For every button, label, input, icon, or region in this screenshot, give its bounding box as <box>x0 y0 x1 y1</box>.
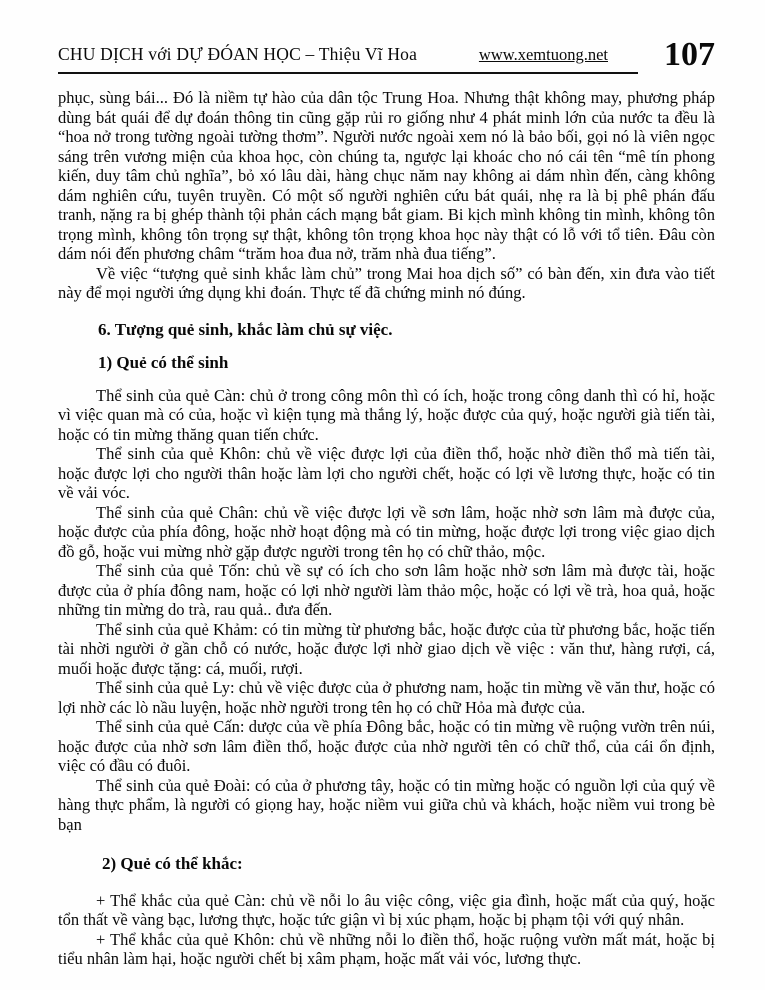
website-url: www.xemtuong.net <box>478 45 608 64</box>
page-number: 107 <box>664 36 715 73</box>
paragraph-khac-can: + Thể khắc của quẻ Càn: chủ về nỗi lo âu việc công, việc gia đình, hoặc mất của quý, hoặc tổn thất về vàng bạc, lương thực, hoặc tức giận vì bị xúc phạm, hoặc bị phạm tội với quý nhân. <box>58 890 715 929</box>
section-heading: 6. Tượng quẻ sinh, khắc làm chủ sự việc. <box>98 319 393 339</box>
header-rule <box>58 44 638 74</box>
subheading-the-khac: 2) Quẻ có thể khắc: <box>102 854 243 873</box>
paragraph-sinh-ton: Thể sinh của quẻ Tốn: chủ về sự có ích cho sơn lâm hoặc nhờ sơn lâm mà được tài, hoặc được của ở phía đông nam, hoặc có lợi nhờ người làm thảo mộc, hoặc có lợi về trà, hoa quả, hoặc những tin mừng do trà, rau quả.. đưa đến. <box>58 561 715 619</box>
paragraph-sinh-chan: Thể sinh của quẻ Chân: chủ về việc được lợi về sơn lâm, hoặc nhờ sơn lâm mà được của, hoặc được của phía đông, hoặc nhờ hoạt động mà có tin mừng, hoặc được lợi trong việc giao dịch đồ gỗ, hoặc vui mừng nhờ gặp được người trong tên họ có chữ thảo, mộc. <box>58 502 715 561</box>
paragraph-sinh-can: Thể sinh của quẻ Càn: chủ ở trong công môn thì có ích, hoặc trong công danh thì có hỉ, hoặc vì việc quan mà có của, hoặc vì kiện tụng mà thắng lý, hoặc được của quý, hoặc người già tiến tài, hoặc có tin mừng thăng quan tiến chức. <box>58 385 715 444</box>
paragraph-sinh-khon: Thể sinh của quẻ Khôn: chủ về việc được lợi của điền thổ, hoặc nhờ điền thổ mà tiến tài, hoặc được lợi cho người thân hoặc làm lợi cho người chết, hoặc có lợi về lương thực, hoặc có tin về vải vóc. <box>58 444 715 502</box>
paragraph-sinh-kham: Thể sinh của quẻ Khảm: có tin mừng từ phương bắc, hoặc được của từ phương bắc, hoặc tiến tài nhời người ở gần chỗ có nước, hoặc được lợi nhờ giao dịch về việc : văn thư, hàng rượi, cá, muối hoặc được tặng: cá, muối, rượi. <box>58 619 715 678</box>
paragraph-sinh-doai: Thể sinh của quẻ Đoài: có của ở phương tây, hoặc có tin mừng hoặc có nguồn lợi của quý về hàng thực phẩm, là người có giọng hay, hoặc niềm vui giữa chủ và khách, hoặc niềm vui trong bè bạn <box>58 775 715 834</box>
paragraph-intro-continuation: phục, sùng bái... Đó là niềm tự hào của dân tộc Trung Hoa. Nhưng thật không may, phương pháp dùng bát quái để dự đoán thông tin cũng gặp rủi ro giống như 4 phát minh lớn của nước ta đều là “hoa nở trong tường ngoài tường thơm”. Người nước ngoài xem nó là bảo bối, gọi nó là viên ngọc sáng trên vương miện của khoa học, còn chúng ta, ngược lại khoác cho nó cái tên “mê tín phong kiến, duy tâm chủ nghĩa”, bỏ xó lâu dài, hàng chục năm nay không ai dám nhìn đến, càng không dám nghiên cứu, tuyên truyền. Có một số người nghiên cứu bát quái, nhẹ ra là bị phê phán đấu tranh, nặng ra bị ghép thành tội phản cách mạng bắt giam. Bi kịch mình không tin mình, không tôn trọng mình, không tôn trọng sự thật, không tôn trọng khoa học này thật có lỗ với tổ tiên. Đâu còn dám nói đến phương châm “trăm hoa đua nở, trăm nhà đua tiếng”. <box>58 88 715 263</box>
paragraph-sinh-can-mountain: Thể sinh của quẻ Cấn: dược của về phía Đông bắc, hoặc có tin mừng về ruộng vườn trên núi, hoặc được của nhờ sơn lâm điền thổ, hoặc được của nhờ người tên có chữ thổ, của cái ổn định, việc có đầu có đuôi. <box>58 717 715 775</box>
subheading-the-sinh: 1) Quẻ có thể sinh <box>98 353 229 372</box>
page-body <box>58 74 715 969</box>
page-header <box>58 0 715 74</box>
paragraph-sinh-ly: Thể sinh của quẻ Ly: chủ về việc được của ở phương nam, hoặc tin mừng về văn thư, hoặc có lợi nhờ các lò nầu luyện, hoặc nhờ người trong tên họ có chữ Hỏa mà được của. <box>58 678 715 717</box>
book-title: CHU DỊCH với DỰ ĐÓAN HỌC – Thiệu Vĩ Hoa <box>58 44 418 64</box>
paragraph-about-section: Về việc “tượng quẻ sinh khắc làm chủ” trong Mai hoa dịch số” có bàn đến, xin đưa vào tiết này để mọi người ứng dụng khi đoán. Thực tế đã chứng minh nó đúng. <box>58 263 715 302</box>
paragraph-khac-khon: + Thể khắc của quẻ Khôn: chủ về những nỗi lo điền thổ, hoặc ruộng vườn mất mát, hoặc bị tiểu nhân làm hại, hoặc người chết bị xâm phạm, hoặc mất vải vóc, lương thực. <box>58 929 715 968</box>
